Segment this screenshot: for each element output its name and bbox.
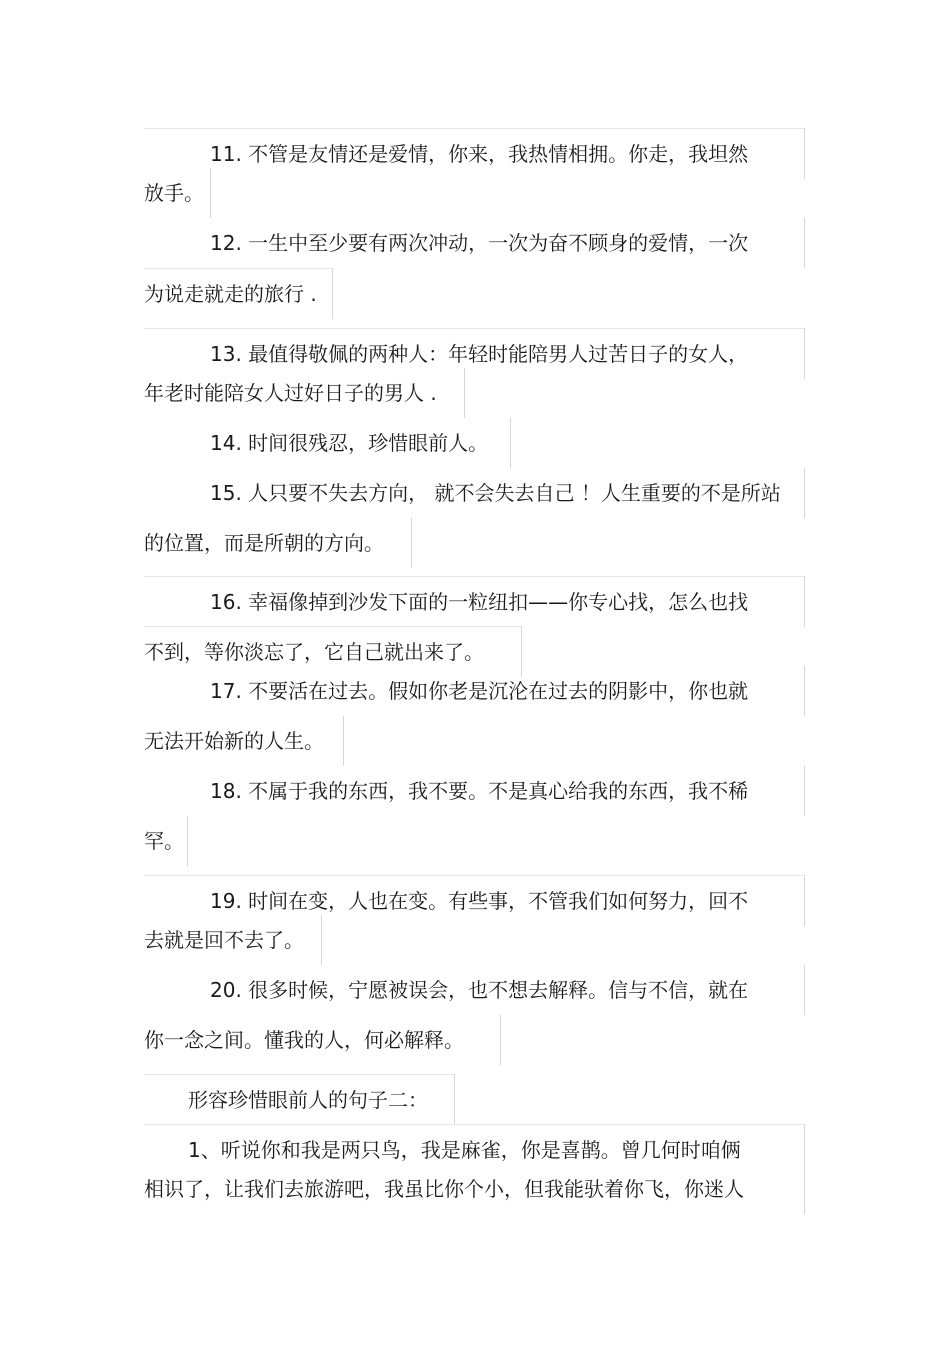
line-text: 罕。 [144,829,184,853]
text-line-s1b [144,1164,805,1214]
line-text: 16. 幸福像掉到沙发下面的一粒纽扣——你专心找，怎么也找 [210,590,749,614]
section-heading-text: 形容珍惜眼前人的句子二： [188,1088,428,1112]
line-text: 放手。 [144,181,204,205]
line-text: 1、听说你和我是两只鸟，我是麻雀，你是喜鹊。曾几何时咱俩 [188,1138,741,1162]
line-text: 14. 时间很残忍，珍惜眼前人。 [210,431,489,455]
line-text: 20. 很多时候，宁愿被误会，也不想去解释。信与不信，就在 [210,978,749,1002]
text-line-11b [144,168,211,218]
line-text: 18. 不属于我的东西，我不要。不是真心给我的东西，我不稀 [210,779,749,803]
text-line-11a [144,128,805,179]
text-line-12b [144,268,333,319]
line-text: 的位置，而是所朝的方向。 [144,531,384,555]
line-text: 不到，等你淡忘了，它自己就出来了。 [144,640,484,664]
text-line-14 [144,418,511,468]
line-text: 年老时能陪女人过好日子的男人 . [144,381,437,405]
line-text: 13. 最值得敬佩的两种人：年轻时能陪男人过苦日子的女人， [210,342,749,366]
text-line-20a [144,965,805,1015]
text-line-15a [144,468,805,518]
text-line-20b [144,1015,501,1065]
text-line-16a [144,576,805,627]
line-text: 19. 时间在变，人也在变。有些事，不管我们如何努力，回不 [210,889,749,913]
text-line-17a [144,666,805,716]
section-heading [144,1074,455,1125]
line-text: 17. 不要活在过去。假如你老是沉沦在过去的阴影中，你也就 [210,679,749,703]
text-line-15b [144,518,412,568]
text-line-18b [144,816,188,866]
line-text: 相识了，让我们去旅游吧，我虽比你个小，但我能驮着你飞，你迷人 [144,1177,744,1201]
text-line-17b [144,716,344,766]
text-line-19b [144,915,322,965]
line-text: 15. 人只要不失去方向， 就不会失去自己 ！人生重要的不是所站 [210,481,781,505]
text-line-12a [144,218,805,268]
text-line-13b [144,368,465,418]
line-text: 你一念之间。懂我的人，何必解释。 [144,1028,464,1052]
line-text: 11. 不管是友情还是爱情，你来，我热情相拥。你走，我坦然 [210,142,749,166]
line-text: 12. 一生中至少要有两次冲动，一次为奋不顾身的爱情，一次 [210,231,749,255]
line-text: 无法开始新的人生。 [144,729,324,753]
line-text: 去就是回不去了。 [144,928,304,952]
line-text: 为说走就走的旅行 . [144,282,317,306]
text-line-18a [144,766,805,816]
